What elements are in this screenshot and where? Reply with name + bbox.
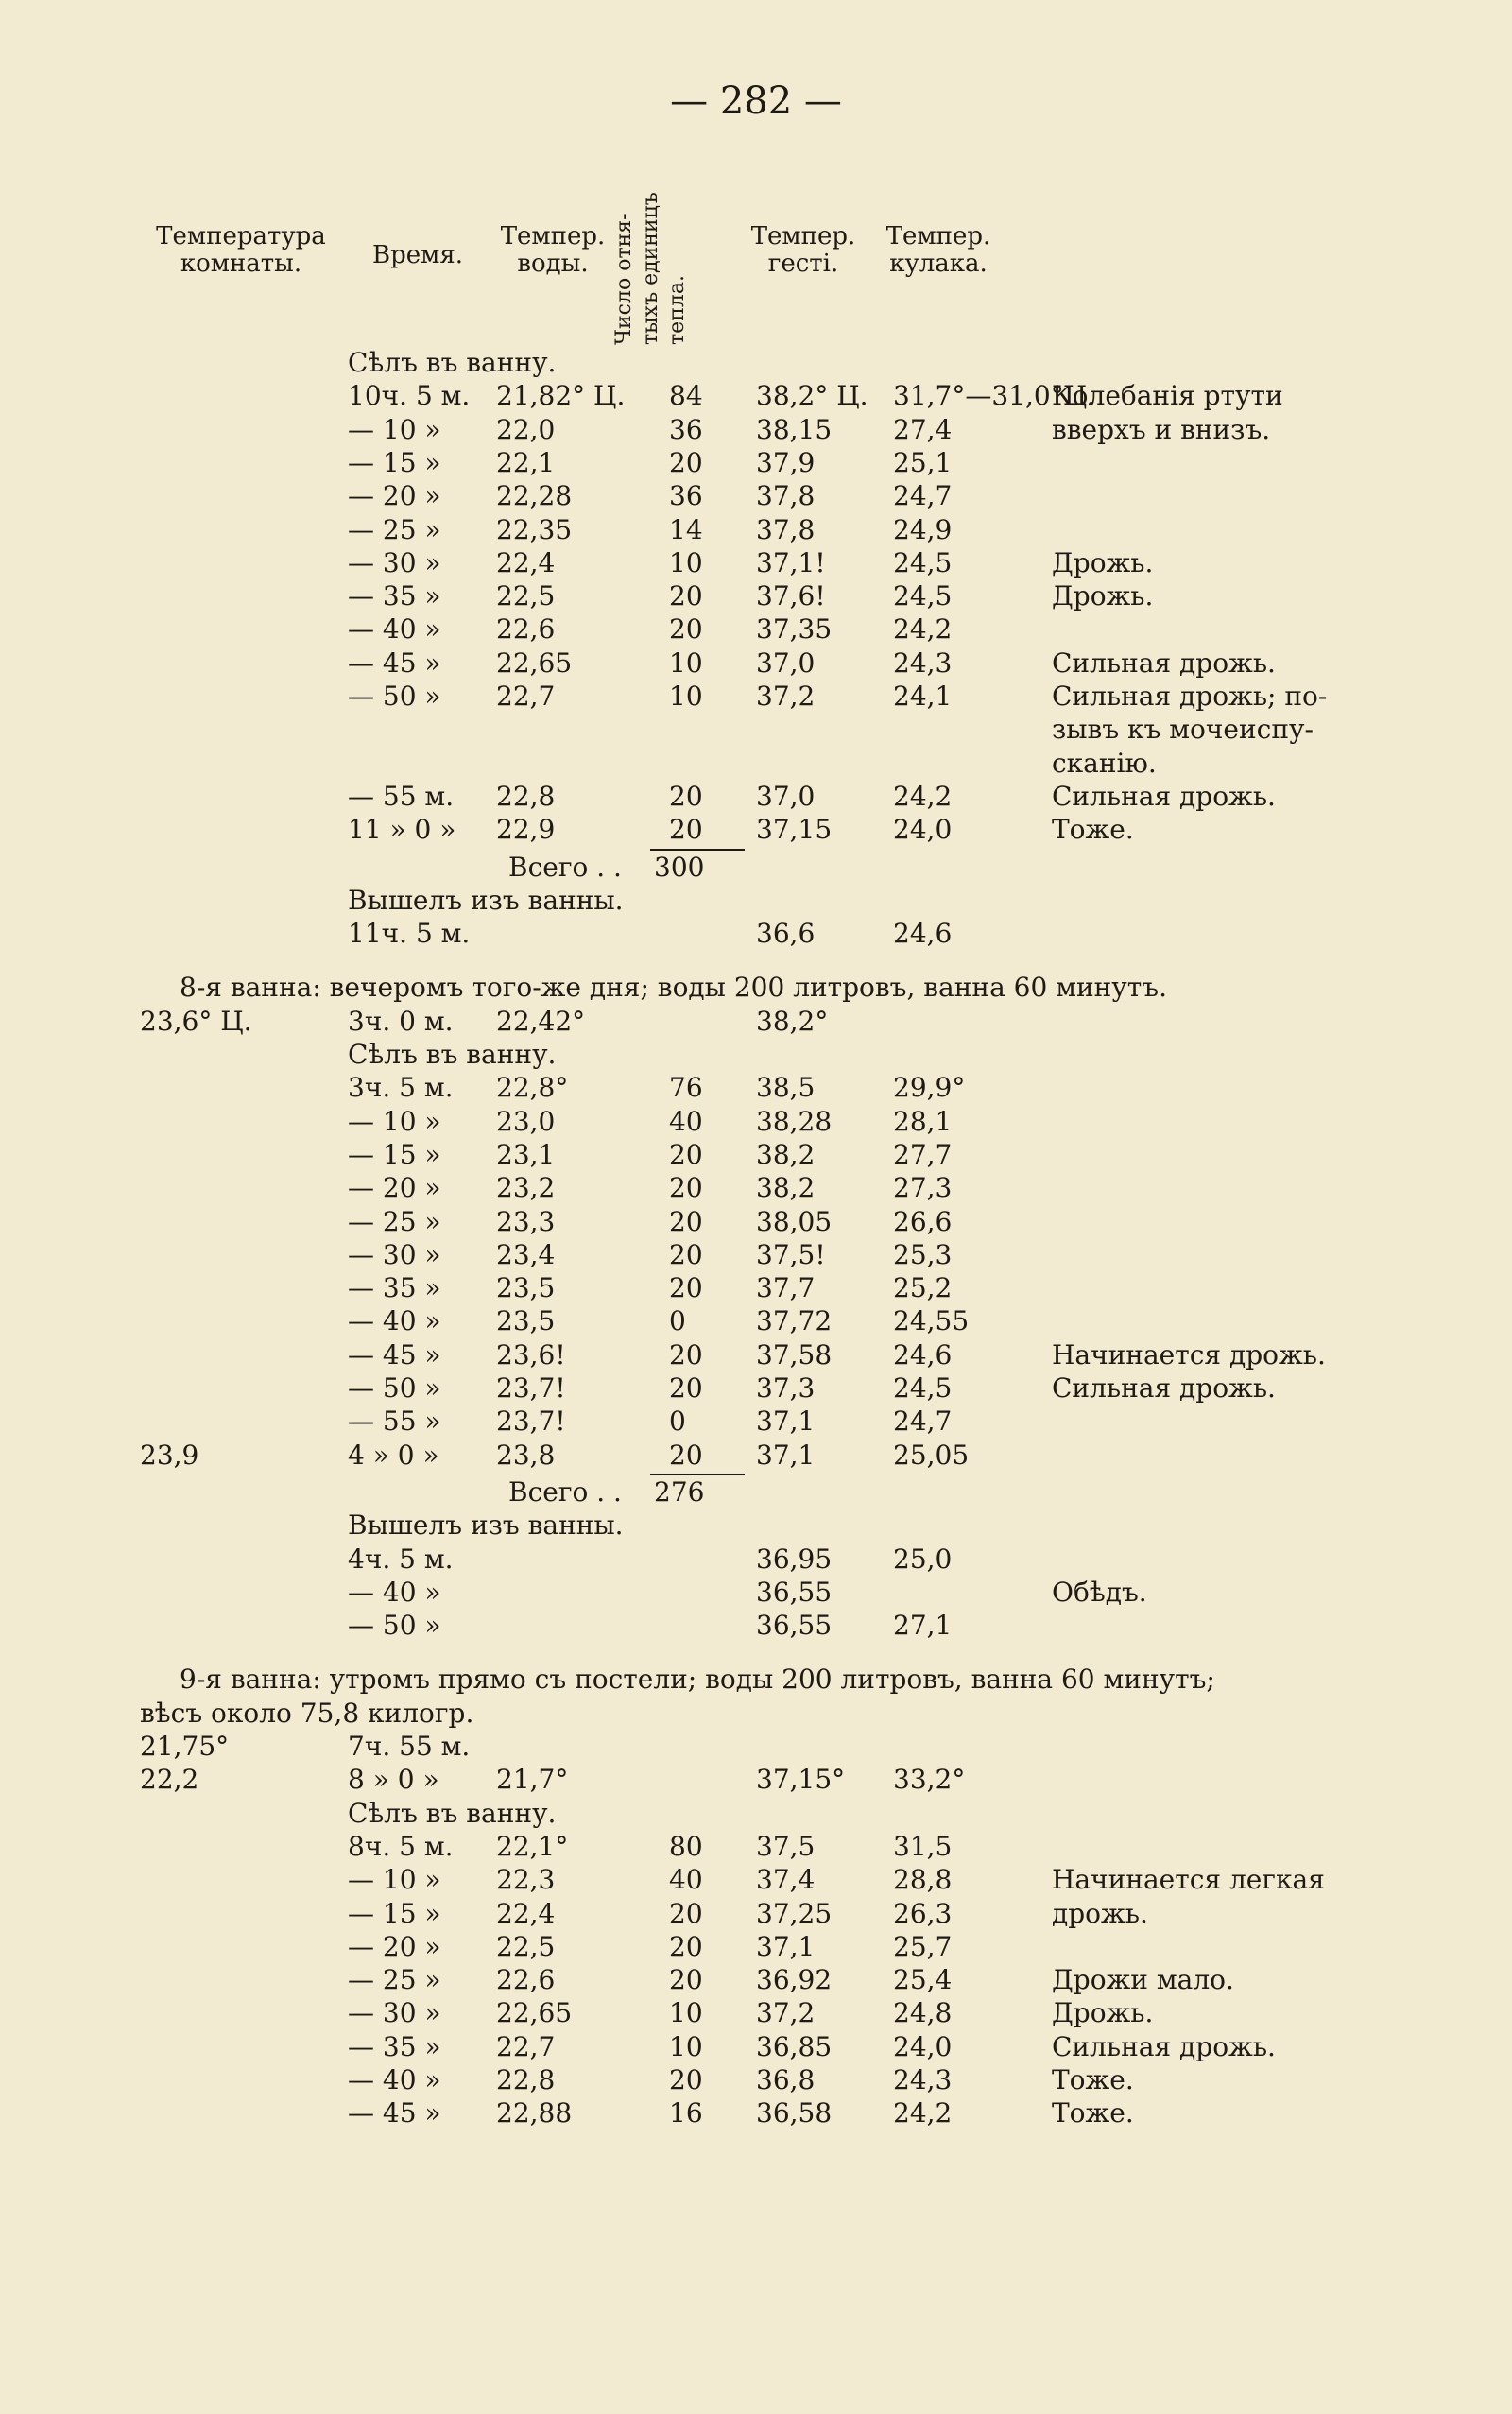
cell-fist-temp: 24,0 xyxy=(893,2030,953,2062)
table-row xyxy=(0,1996,1512,2030)
cell-time: — 50 » xyxy=(348,1610,441,1642)
cell-water-temp: 22,88 xyxy=(496,2097,573,2129)
cell-time: — 25 » xyxy=(348,513,441,545)
header-heat-units-line3: тепла. xyxy=(665,275,689,345)
cell-mouth-temp: 36,8 xyxy=(756,2064,816,2095)
cell-water-temp: 23,3 xyxy=(496,1205,556,1237)
cell-fist-temp: 25,3 xyxy=(893,1238,953,1270)
cell-heat-units: 14 xyxy=(669,513,703,545)
cell-heat-units: 10 xyxy=(669,1997,703,2029)
cell-heat-units: 20 xyxy=(669,1439,703,1471)
cell-fist-temp: 24,2 xyxy=(893,613,953,646)
cell-heat-units: 10 xyxy=(669,546,703,578)
cell-water-temp: 22,7 xyxy=(496,2030,556,2062)
table-row xyxy=(0,1963,1512,1997)
total-row xyxy=(0,1475,1512,1509)
bath8-title: 8-я ванна: вечеромъ того-же дня; воды 200 литровъ, ванна 60 минутъ. xyxy=(180,972,1167,1004)
cell-water-temp: 22,5 xyxy=(496,580,556,612)
cell-fist-temp: 31,5 xyxy=(893,1830,953,1862)
cell-fist-temp: 27,1 xyxy=(893,1610,953,1642)
cell-mouth-temp: 38,05 xyxy=(756,1205,833,1237)
header-mouth-temp: Темпер. гесті. xyxy=(750,222,856,278)
cell-time: — 40 » xyxy=(348,1576,441,1608)
cell-fist-temp: 25,1 xyxy=(893,446,953,478)
cell-time: — 20 » xyxy=(348,1172,441,1204)
cell-fist-temp: 24,5 xyxy=(893,1372,953,1404)
cell-room-temp: 23,9 xyxy=(140,1439,199,1471)
cell-note: Дрожь. xyxy=(1052,546,1154,578)
cell-fist-temp: 28,1 xyxy=(893,1105,953,1137)
cell-time: 10ч. 5 м. xyxy=(348,380,471,412)
cell-fist-temp: 24,3 xyxy=(893,2064,953,2095)
cell-water-temp: 22,0 xyxy=(496,413,556,445)
table-row xyxy=(0,1271,1512,1305)
cell-heat-units: 20 xyxy=(669,2064,703,2095)
cell-fist-temp: 24,5 xyxy=(893,580,953,612)
cell-heat-units: 76 xyxy=(669,1072,703,1104)
cell-mouth-temp: 38,2° xyxy=(756,1005,829,1037)
cell-mouth-temp: 37,58 xyxy=(756,1338,833,1371)
table-row xyxy=(0,413,1512,447)
cell-water-temp: 23,6! xyxy=(496,1338,566,1371)
cell-water-temp: 23,7! xyxy=(496,1405,566,1438)
cell-heat-units: 20 xyxy=(669,1964,703,1996)
total-value: 300 xyxy=(654,851,705,883)
cell-heat-units: 20 xyxy=(669,1238,703,1270)
cell-time: — 10 » xyxy=(348,1864,441,1896)
cell-heat-units: 20 xyxy=(669,580,703,612)
cell-mouth-temp: 37,8 xyxy=(756,480,816,512)
cell-mouth-temp: 37,0 xyxy=(756,647,816,679)
cell-water-temp: 22,28 xyxy=(496,480,573,512)
exited-bath-label: Вышелъ изъ ванны. xyxy=(348,1509,624,1542)
entered-bath-label-row xyxy=(0,346,1512,380)
cell-water-temp: 22,3 xyxy=(496,1864,556,1896)
table-row xyxy=(0,713,1512,747)
cell-mouth-temp: 37,25 xyxy=(756,1897,833,1929)
cell-heat-units: 10 xyxy=(669,647,703,679)
cell-mouth-temp: 38,28 xyxy=(756,1105,833,1137)
table-row xyxy=(0,2063,1512,2097)
cell-note: дрожь. xyxy=(1052,1897,1148,1929)
cell-water-temp: 23,0 xyxy=(496,1105,556,1137)
cell-water-temp: 22,5 xyxy=(496,1930,556,1962)
entered-bath-label: Сѣлъ въ ванну. xyxy=(348,1797,557,1829)
cell-water-temp: 23,1 xyxy=(496,1138,556,1170)
cell-heat-units: 20 xyxy=(669,1205,703,1237)
cell-fist-temp: 24,6 xyxy=(893,1338,953,1371)
cell-note: Начинается дрожь. xyxy=(1052,1338,1326,1371)
cell-time: 8ч. 5 м. xyxy=(348,1830,454,1862)
table-row xyxy=(0,1897,1512,1931)
cell-note: Сильная дрожь; по- xyxy=(1052,681,1328,712)
cell-mouth-temp: 37,2 xyxy=(756,681,816,712)
exited-bath-label-row xyxy=(0,1509,1512,1543)
cell-heat-units: 20 xyxy=(669,1172,703,1204)
cell-time: — 15 » xyxy=(348,1138,441,1170)
cell-mouth-temp: 37,3 xyxy=(756,1372,816,1404)
cell-mouth-temp: 37,72 xyxy=(756,1305,833,1337)
table-row xyxy=(0,1930,1512,1964)
cell-water-temp: 22,9 xyxy=(496,814,556,846)
cell-water-temp: 22,4 xyxy=(496,1897,556,1929)
cell-time: 4 » 0 » xyxy=(348,1439,439,1471)
table-row xyxy=(0,1304,1512,1338)
cell-water-temp: 21,82° Ц. xyxy=(496,380,626,412)
cell-mouth-temp: 36,95 xyxy=(756,1543,833,1575)
cell-note: сканію. xyxy=(1052,747,1157,779)
cell-water-temp: 22,42° xyxy=(496,1005,586,1037)
cell-mouth-temp: 37,35 xyxy=(756,613,833,646)
cell-mouth-temp: 38,2° Ц. xyxy=(756,380,868,412)
table-row xyxy=(0,1205,1512,1239)
cell-mouth-temp: 37,8 xyxy=(756,513,816,545)
cell-time: 11ч. 5 м. xyxy=(348,918,471,950)
cell-fist-temp: 24,7 xyxy=(893,1405,953,1438)
cell-time: — 45 » xyxy=(348,647,441,679)
cell-room-temp: 23,6° Ц. xyxy=(140,1005,252,1037)
cell-water-temp: 23,4 xyxy=(496,1238,556,1270)
bath9-title-line1: 9-я ванна: утромъ прямо съ постели; воды 200 литровъ, ванна 60 минутъ; xyxy=(180,1664,1215,1696)
cell-heat-units: 10 xyxy=(669,681,703,712)
cell-note: Тоже. xyxy=(1052,2064,1134,2095)
cell-time: 3ч. 0 м. xyxy=(348,1005,454,1037)
cell-heat-units: 0 xyxy=(669,1305,686,1337)
header-time: Время. xyxy=(371,241,464,269)
cell-time: — 30 » xyxy=(348,1997,441,2029)
cell-time: — 15 » xyxy=(348,446,441,478)
table-row xyxy=(0,1439,1512,1473)
table-row xyxy=(0,647,1512,681)
cell-note: Дрожи мало. xyxy=(1052,1964,1234,1996)
cell-heat-units: 20 xyxy=(669,780,703,812)
cell-time: — 40 » xyxy=(348,2064,441,2095)
cell-time: — 10 » xyxy=(348,1105,441,1137)
cell-mouth-temp: 37,1! xyxy=(756,546,826,578)
table-row xyxy=(0,1730,1512,1764)
cell-mouth-temp: 37,5! xyxy=(756,1238,826,1270)
table-row xyxy=(0,813,1512,847)
cell-note: Сильная дрожь. xyxy=(1052,1372,1276,1404)
cell-fist-temp: 25,4 xyxy=(893,1964,953,1996)
cell-note: Тоже. xyxy=(1052,2097,1134,2129)
cell-fist-temp: 24,55 xyxy=(893,1305,970,1337)
cell-time: — 40 » xyxy=(348,613,441,646)
cell-time: — 45 » xyxy=(348,2097,441,2129)
cell-room-temp: 22,2 xyxy=(140,1764,199,1796)
cell-fist-temp: 24,2 xyxy=(893,780,953,812)
cell-mouth-temp: 37,7 xyxy=(756,1272,816,1304)
cell-mouth-temp: 38,2 xyxy=(756,1172,816,1204)
cell-time: — 15 » xyxy=(348,1897,441,1929)
total-label: Всего . . xyxy=(508,851,622,883)
cell-mouth-temp: 37,4 xyxy=(756,1864,816,1896)
cell-fist-temp: 24,5 xyxy=(893,546,953,578)
cell-time: 7ч. 55 м. xyxy=(348,1731,471,1762)
cell-water-temp: 22,1° xyxy=(496,1830,569,1862)
cell-note: Сильная дрожь. xyxy=(1052,780,1276,812)
cell-heat-units: 36 xyxy=(669,413,703,445)
cell-fist-temp: 24,0 xyxy=(893,814,953,846)
table-row xyxy=(0,1576,1512,1610)
cell-time: — 55 » xyxy=(348,1405,441,1438)
table-row xyxy=(0,446,1512,480)
table-row xyxy=(0,1609,1512,1643)
cell-note: вверхъ и внизъ. xyxy=(1052,413,1271,445)
cell-heat-units: 0 xyxy=(669,1405,686,1438)
cell-water-temp: 22,7 xyxy=(496,681,556,712)
cell-time: — 10 » xyxy=(348,413,441,445)
header-room-temp: Температура комнаты. xyxy=(156,222,326,278)
table-row xyxy=(0,1863,1512,1897)
cell-time: — 30 » xyxy=(348,1238,441,1270)
cell-mouth-temp: 36,92 xyxy=(756,1964,833,1996)
cell-fist-temp: 24,7 xyxy=(893,480,953,512)
table-row xyxy=(0,2030,1512,2064)
cell-time: — 25 » xyxy=(348,1205,441,1237)
cell-water-temp: 22,65 xyxy=(496,1997,573,2029)
table-row xyxy=(0,1830,1512,1864)
bath9-title-line2: вѣсъ около 75,8 килогр. xyxy=(140,1697,474,1729)
cell-fist-temp: 24,1 xyxy=(893,681,953,712)
cell-time: — 20 » xyxy=(348,1930,441,1962)
cell-time: 8 » 0 » xyxy=(348,1764,439,1796)
cell-time: 11 » 0 » xyxy=(348,814,456,846)
cell-mouth-temp: 37,9 xyxy=(756,446,816,478)
cell-fist-temp: 24,6 xyxy=(893,918,953,950)
entered-bath-label: Сѣлъ въ ванну. xyxy=(348,1039,557,1070)
table-row xyxy=(0,379,1512,413)
cell-mouth-temp: 36,6 xyxy=(756,918,816,950)
cell-heat-units: 80 xyxy=(669,1830,703,1862)
cell-fist-temp: 27,7 xyxy=(893,1138,953,1170)
cell-mouth-temp: 37,15° xyxy=(756,1764,846,1796)
cell-mouth-temp: 37,1 xyxy=(756,1930,816,1962)
cell-time: — 50 » xyxy=(348,1372,441,1404)
cell-fist-temp: 33,2° xyxy=(893,1764,966,1796)
cell-water-temp: 21,7° xyxy=(496,1764,569,1796)
cell-note: Начинается легкая xyxy=(1052,1864,1325,1896)
cell-heat-units: 20 xyxy=(669,1138,703,1170)
table-row xyxy=(0,780,1512,814)
cell-room-temp: 21,75° xyxy=(140,1731,230,1762)
cell-mouth-temp: 36,58 xyxy=(756,2097,833,2129)
cell-heat-units: 20 xyxy=(669,814,703,846)
cell-water-temp: 22,6 xyxy=(496,1964,556,1996)
cell-time: — 50 » xyxy=(348,681,441,712)
cell-time: — 40 » xyxy=(348,1305,441,1337)
table-row xyxy=(0,917,1512,951)
cell-mouth-temp: 37,15 xyxy=(756,814,833,846)
cell-heat-units: 16 xyxy=(669,2097,703,2129)
cell-time: 4ч. 5 м. xyxy=(348,1543,454,1575)
cell-time: — 35 » xyxy=(348,580,441,612)
cell-heat-units: 36 xyxy=(669,480,703,512)
cell-mouth-temp: 38,2 xyxy=(756,1138,816,1170)
cell-note: Дрожь. xyxy=(1052,580,1154,612)
cell-time: — 55 м. xyxy=(348,780,455,812)
table-row xyxy=(0,1105,1512,1139)
table-row xyxy=(0,2096,1512,2130)
cell-mouth-temp: 37,2 xyxy=(756,1997,816,2029)
exited-bath-label-row xyxy=(0,884,1512,918)
cell-heat-units: 84 xyxy=(669,380,703,412)
table-row xyxy=(0,579,1512,613)
cell-fist-temp: 24,9 xyxy=(893,513,953,545)
cell-fist-temp: 24,2 xyxy=(893,2097,953,2129)
header-heat-units-line2: тыхъ единицъ xyxy=(639,192,662,345)
cell-heat-units: 40 xyxy=(669,1105,703,1137)
cell-mouth-temp: 38,5 xyxy=(756,1072,816,1104)
table-row xyxy=(0,747,1512,781)
cell-fist-temp: 27,4 xyxy=(893,413,953,445)
cell-fist-temp: 24,8 xyxy=(893,1997,953,2029)
cell-time: — 45 » xyxy=(348,1338,441,1371)
table-row xyxy=(0,680,1512,714)
table-row xyxy=(0,1138,1512,1172)
cell-fist-temp: 25,7 xyxy=(893,1930,953,1962)
cell-heat-units: 10 xyxy=(669,2030,703,2062)
table-row xyxy=(0,479,1512,513)
header-fist-temp: Темпер. кулака. xyxy=(885,222,991,278)
cell-note: Колебанія ртути xyxy=(1052,380,1283,412)
table-row xyxy=(0,1238,1512,1272)
cell-fist-temp: 25,05 xyxy=(893,1439,970,1471)
cell-mouth-temp: 38,15 xyxy=(756,413,833,445)
cell-time: — 35 » xyxy=(348,1272,441,1304)
table-row xyxy=(0,1371,1512,1405)
cell-water-temp: 22,8 xyxy=(496,2064,556,2095)
cell-fist-temp: 28,8 xyxy=(893,1864,953,1896)
table-row xyxy=(0,612,1512,647)
cell-note: Обѣдъ. xyxy=(1052,1576,1147,1608)
cell-fist-temp: 29,9° xyxy=(893,1072,966,1104)
cell-note: зывъ къ мочеиспу- xyxy=(1052,714,1314,746)
cell-time: 3ч. 5 м. xyxy=(348,1072,454,1104)
table-row xyxy=(0,1763,1512,1797)
cell-note: Сильная дрожь. xyxy=(1052,647,1276,679)
cell-water-temp: 23,5 xyxy=(496,1305,556,1337)
cell-mouth-temp: 36,85 xyxy=(756,2030,833,2062)
page-number: — 282 — xyxy=(670,79,842,123)
cell-mouth-temp: 36,55 xyxy=(756,1610,833,1642)
exited-bath-label: Вышелъ изъ ванны. xyxy=(348,884,624,916)
table-row xyxy=(0,1338,1512,1372)
cell-water-temp: 23,2 xyxy=(496,1172,556,1204)
total-label: Всего . . xyxy=(508,1475,622,1508)
header-heat-units-line1: Число отня- xyxy=(612,213,636,345)
cell-fist-temp: 26,3 xyxy=(893,1897,953,1929)
cell-fist-temp: 24,3 xyxy=(893,647,953,679)
cell-fist-temp: 25,2 xyxy=(893,1272,953,1304)
cell-heat-units: 20 xyxy=(669,1897,703,1929)
entered-bath-label-row xyxy=(0,1797,1512,1831)
table-row xyxy=(0,1071,1512,1105)
cell-heat-units: 20 xyxy=(669,1338,703,1371)
cell-heat-units: 20 xyxy=(669,613,703,646)
cell-water-temp: 22,35 xyxy=(496,513,573,545)
total-row xyxy=(0,851,1512,885)
cell-water-temp: 22,6 xyxy=(496,613,556,646)
cell-water-temp: 22,1 xyxy=(496,446,556,478)
table-row xyxy=(0,1005,1512,1039)
cell-heat-units: 20 xyxy=(669,1272,703,1304)
cell-fist-temp: 27,3 xyxy=(893,1172,953,1204)
cell-water-temp: 22,8 xyxy=(496,780,556,812)
cell-water-temp: 22,65 xyxy=(496,647,573,679)
entered-bath-label: Сѣлъ въ ванну. xyxy=(348,347,557,378)
cell-fist-temp: 31,7°—31,0°Ц. xyxy=(893,380,1096,412)
cell-time: — 35 » xyxy=(348,2030,441,2062)
cell-mouth-temp: 37,6! xyxy=(756,580,826,612)
cell-heat-units: 20 xyxy=(669,1930,703,1962)
cell-water-temp: 23,8 xyxy=(496,1439,556,1471)
header-water-temp: Темпер. воды. xyxy=(500,222,606,278)
cell-mouth-temp: 37,1 xyxy=(756,1439,816,1471)
entered-bath-label-row xyxy=(0,1038,1512,1072)
cell-fist-temp: 25,0 xyxy=(893,1543,953,1575)
cell-note: Сильная дрожь. xyxy=(1052,2030,1276,2062)
cell-water-temp: 23,5 xyxy=(496,1272,556,1304)
header-heat-units xyxy=(614,161,737,345)
cell-note: Дрожь. xyxy=(1052,1997,1154,2029)
cell-mouth-temp: 37,0 xyxy=(756,780,816,812)
cell-mouth-temp: 36,55 xyxy=(756,1576,833,1608)
cell-time: — 30 » xyxy=(348,546,441,578)
table-row xyxy=(0,513,1512,547)
cell-mouth-temp: 37,5 xyxy=(756,1830,816,1862)
cell-time: — 20 » xyxy=(348,480,441,512)
cell-time: — 25 » xyxy=(348,1964,441,1996)
cell-water-temp: 22,4 xyxy=(496,546,556,578)
table-row xyxy=(0,1405,1512,1439)
cell-heat-units: 20 xyxy=(669,446,703,478)
table-row xyxy=(0,1171,1512,1205)
cell-mouth-temp: 37,1 xyxy=(756,1405,816,1438)
cell-heat-units: 40 xyxy=(669,1864,703,1896)
cell-water-temp: 23,7! xyxy=(496,1372,566,1404)
cell-note: Тоже. xyxy=(1052,814,1134,846)
cell-heat-units: 20 xyxy=(669,1372,703,1404)
cell-fist-temp: 26,6 xyxy=(893,1205,953,1237)
table-row xyxy=(0,546,1512,580)
table-row xyxy=(0,1543,1512,1577)
total-value: 276 xyxy=(654,1475,705,1508)
cell-water-temp: 22,8° xyxy=(496,1072,569,1104)
